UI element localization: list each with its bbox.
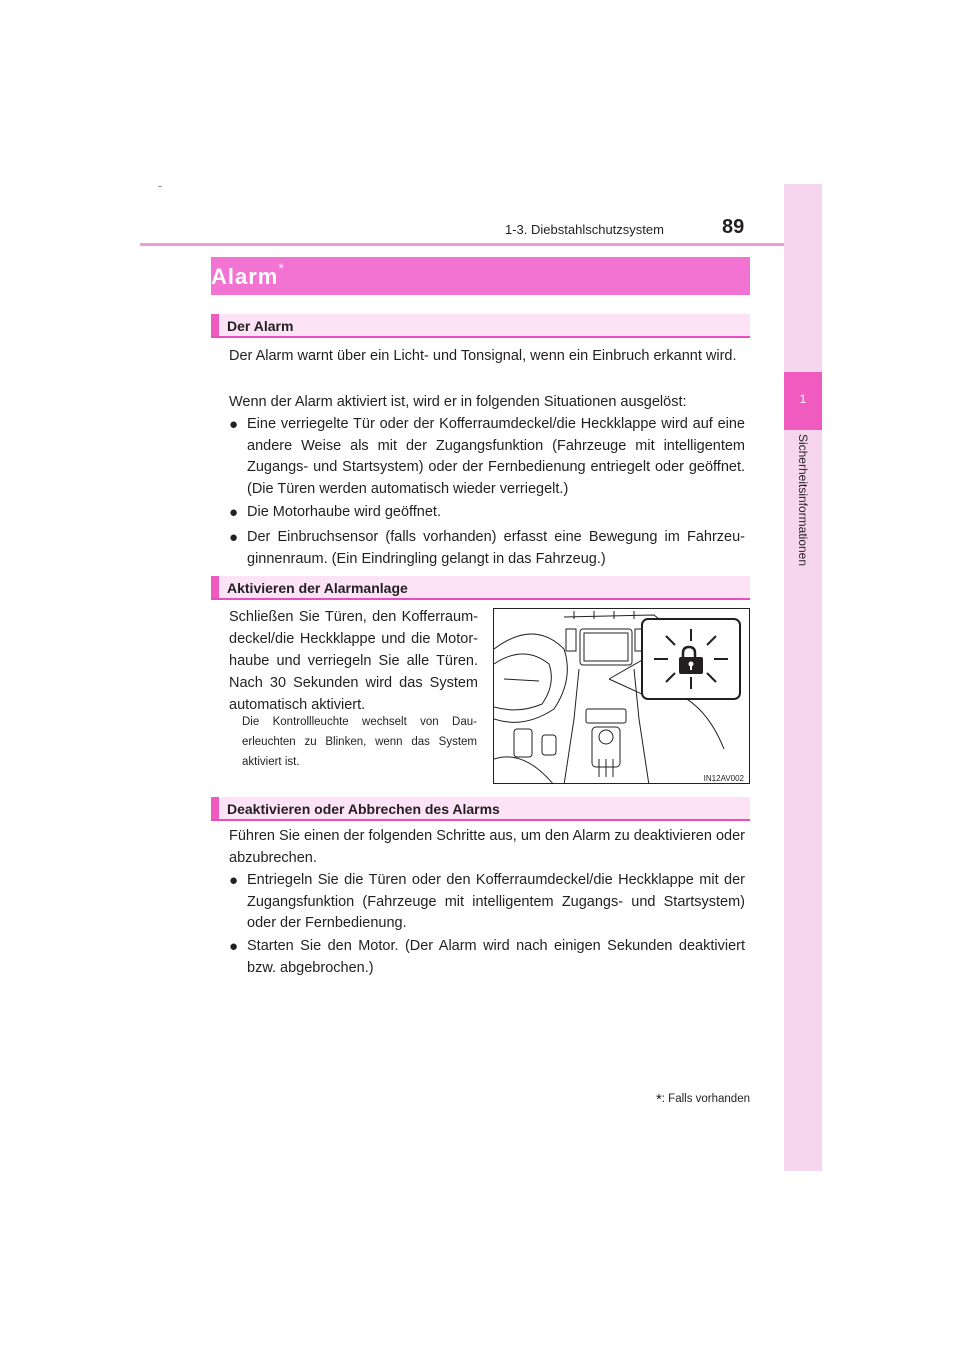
figure-code: IN12AV002 xyxy=(703,774,744,783)
footnote-text: : Falls vorhanden xyxy=(661,1093,750,1105)
dashboard-drawing xyxy=(494,609,750,784)
footnote xyxy=(600,1089,750,1106)
section-heading-deaktivieren xyxy=(211,797,750,821)
section1-lead: Wenn der Alarm aktiviert ist, wird er in folgenden Situationen ausgelöst: xyxy=(229,394,687,410)
page-title-text: Alarm xyxy=(211,264,279,289)
chapter-sidebar xyxy=(784,184,822,1171)
section2-body: Schließen Sie Türen, den Kofferraumdeckel/die Heckklappe und die Motorhaube und verriegeln Sie alle Türen. Nach 30 Sekunden wird das System automatisch aktiviert. xyxy=(229,609,478,713)
dashboard-illustration xyxy=(493,608,750,784)
bullet-icon: ● xyxy=(229,416,239,433)
section-heading-text: Deaktivieren oder Abbrechen des Alarms xyxy=(227,801,500,817)
section3-intro: Führen Sie einen der folgenden Schritte aus, um den Alarm zu deaktivieren oder abzubrechen. xyxy=(229,828,745,866)
bullet-icon: ● xyxy=(229,504,239,521)
chapter-label: Sicherheitsinformationen xyxy=(796,433,810,567)
list-item-text: Der Einbruchsensor (falls vorhanden) erfasst eine Bewegung im Fahrzeuginnenraum. (Ein Eindringling gelangt in das Fahrzeug.) xyxy=(247,529,745,567)
crop-mark xyxy=(158,186,162,187)
page-number: 89 xyxy=(722,216,745,238)
section2-note: Die Kontrollleuchte wechselt von Dauerleuchten zu Blinken, wenn das System aktiviert ist. xyxy=(242,716,477,768)
list-item-text: Entriegeln Sie die Türen oder den Kofferraumdeckel/die Heckklappe mit der Zugangsfunktion (Fahrzeuge mit intelligentem Zugangs- und Startsystem) oder der Fernbedienung. xyxy=(247,872,745,931)
list-item-text: Eine verriegelte Tür oder der Kofferraumdeckel/die Heckklappe wird auf eine andere Weise als mit der Zugangsfunktion (Fahrzeuge mit intelligentem Zugangs- und Startsystem) oder der Fernbedienung entriegelt oder geöffnet. (Die Türen werden automatisch wieder verriegelt.) xyxy=(247,416,745,497)
bullet-icon: ● xyxy=(229,529,239,546)
list-item xyxy=(229,414,745,500)
section-heading-der-alarm xyxy=(211,314,750,338)
list-item xyxy=(229,936,745,979)
list-item xyxy=(229,502,745,524)
section-heading-aktivieren xyxy=(211,576,750,600)
bullet-icon: ● xyxy=(229,938,239,955)
list-item xyxy=(229,527,745,570)
header-rule xyxy=(140,243,822,246)
bullet-icon: ● xyxy=(229,872,239,889)
list-item-text: Die Motorhaube wird geöffnet. xyxy=(247,504,441,520)
footnote-marker: * xyxy=(655,1091,662,1108)
chapter-number: 1 xyxy=(799,392,807,406)
section-heading-text: Aktivieren der Alarmanlage xyxy=(227,580,408,596)
section1-intro: Der Alarm warnt über ein Licht- und Tonsignal, wenn ein Einbruch erkannt wird. xyxy=(229,348,737,364)
page-title xyxy=(211,260,285,290)
list-item xyxy=(229,870,745,935)
list-item-text: Starten Sie den Motor. (Der Alarm wird nach einigen Sekunden deaktiviert bzw. abgebrochen.) xyxy=(247,938,745,976)
title-band xyxy=(211,257,750,295)
section-heading-text: Der Alarm xyxy=(227,318,294,334)
title-marker: * xyxy=(278,260,285,276)
section-reference: 1-3. Diebstahlschutzsystem xyxy=(505,222,664,237)
